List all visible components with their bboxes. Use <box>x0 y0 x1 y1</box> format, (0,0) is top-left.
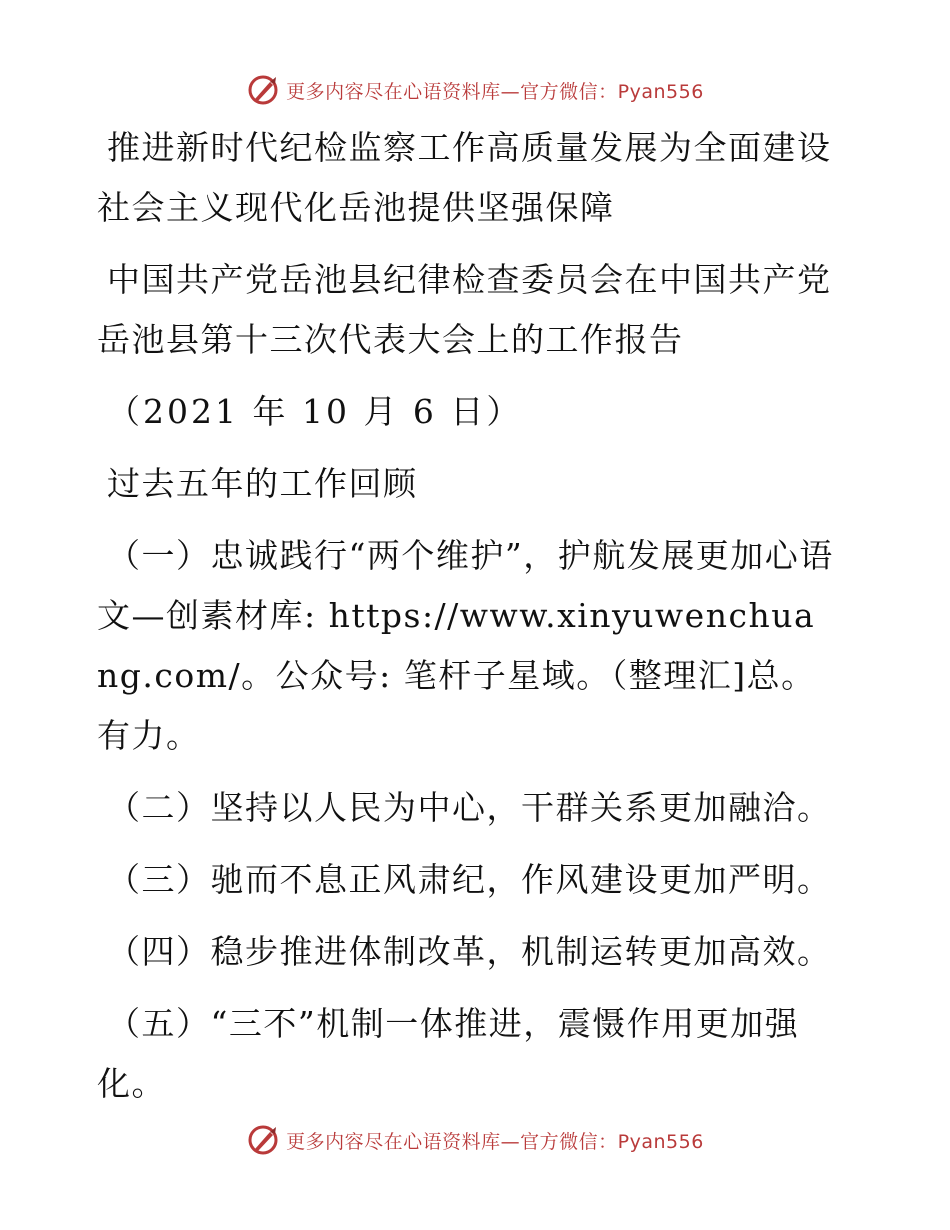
quill-pen-circle-icon <box>246 1123 280 1157</box>
watermark-text: 更多内容尽在心语资料库—官方微信：Pyan556 <box>286 1130 704 1153</box>
document-body <box>97 118 837 1126</box>
list-item: （三）驰而不息正风肃纪，作风建设更加严明。 <box>107 860 832 899</box>
list-item: （一）忠诚践行“两个维护”，护航发展更加心语文—创素材库: https://www.xinyuwenchuang.com/。公众号: 笔杆子星域。（整理汇]总。有力。 <box>97 536 834 755</box>
document-date: （2021 年 10 月 6 日） <box>107 392 523 431</box>
list-item: （二）坚持以人民为中心，干群关系更加融洽。 <box>107 788 832 827</box>
watermark-text: 更多内容尽在心语资料库—官方微信：Pyan556 <box>286 80 704 103</box>
list-item: （五）“三不”机制一体推进，震慑作用更加强化。 <box>97 1004 800 1103</box>
document-title: 推进新时代纪检监察工作高质量发展为全面建设社会主义现代化岳池提供坚强保障 <box>97 128 832 227</box>
quill-pen-circle-icon <box>246 73 280 107</box>
watermark-footer <box>0 1120 950 1160</box>
watermark-header <box>0 70 950 110</box>
list-item: （四）稳步推进体制改革，机制运转更加高效。 <box>107 932 832 971</box>
document-subtitle: 中国共产党岳池县纪律检查委员会在中国共产党岳池县第十三次代表大会上的工作报告 <box>97 260 832 359</box>
section-heading: 过去五年的工作回顾 <box>107 464 418 503</box>
